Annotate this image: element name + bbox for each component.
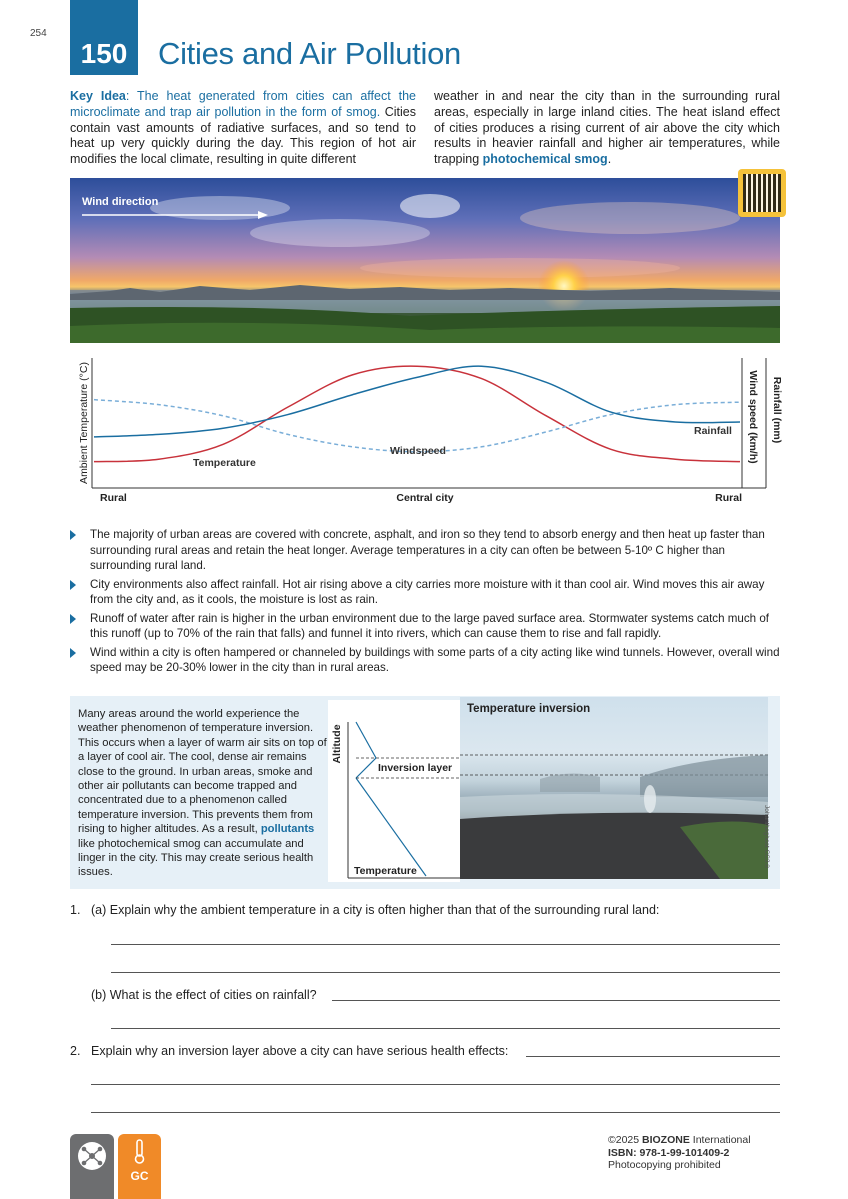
page-title: Cities and Air Pollution xyxy=(158,36,461,71)
inversion-photo-title: Temperature inversion xyxy=(467,703,591,715)
intro-right xyxy=(434,89,780,168)
bullet-triangle-icon xyxy=(70,614,76,624)
answer-line-1b-1[interactable] xyxy=(332,1000,780,1001)
question-1-number: 1. xyxy=(70,903,81,917)
bullet-triangle-icon xyxy=(70,648,76,658)
page-number: 254 xyxy=(30,28,47,39)
intro-left xyxy=(70,89,416,168)
intro-paragraph-left: Cities contain vast amounts of radiative surfaces, and so tend to heat up very quickly during the day. This region of hot air modifies the local climate, resulting in quite different xyxy=(70,104,416,167)
intro-period: . xyxy=(607,152,612,167)
bullet-item xyxy=(70,527,780,574)
key-idea-text: : The heat generated from cities can affect the microclimate and trap air pollution in the form of smog. xyxy=(70,89,416,119)
chart-svg xyxy=(70,350,783,510)
wind-direction-label: Wind direction xyxy=(82,196,159,208)
inversion-text-a: Many areas around the world experience the weather phenomenon of temperature inversion. This occurs when a layer of warm air sits on top of a layer of cool air. The cool, dense air remains close to the ground. In urban areas, smoke and other air pollutants can become trapped and concentrated due to a phenomenon called temperature inversion. This prevents them from rising to higher altitudes. As a result, xyxy=(78,708,327,836)
inversion-diagram xyxy=(328,700,460,882)
qr-code-icon[interactable] xyxy=(738,169,786,217)
gc-label: GC xyxy=(130,1169,149,1183)
series-label-rainfall: Rainfall xyxy=(694,425,732,437)
bullet-list xyxy=(70,527,780,679)
answer-line-1a-1[interactable] xyxy=(111,944,780,945)
copyright-suffix: International xyxy=(689,1134,751,1146)
question-2-number: 2. xyxy=(70,1044,81,1058)
heat-island-chart xyxy=(70,350,783,510)
series-label-windspeed: Windspeed xyxy=(390,445,446,457)
inversion-description xyxy=(78,707,328,880)
answer-line-2-2[interactable] xyxy=(91,1084,780,1085)
bullet-text: Runoff of water after rain is higher in the urban environment due to the large paved surface area. Stormwater systems catch much of this runoff (up to 70% of the rain that falls) and funnel it into rivers, which can cause them to rise and fall rapidly. xyxy=(90,611,770,640)
question-1a-text: (a) Explain why the ambient temperature in a city is often higher than that of the surrounding rural land: xyxy=(91,903,660,917)
y-axis-label-temperature: Ambient Temperature (°C) xyxy=(78,362,90,484)
network-icon-tab xyxy=(70,1134,114,1199)
wind-direction-arrow-icon xyxy=(82,210,268,220)
bullet-item xyxy=(70,577,780,608)
intro-paragraph-right: weather in and near the city than in the surrounding rural areas, especially in large inland cities. The heat island effect of cities produces a rising current of air above the city which results in heavier rainfall and higher air temperatures, while trapping xyxy=(434,89,780,167)
isbn: ISBN: 978-1-99-101409-2 xyxy=(608,1146,730,1159)
term-pollutants: pollutants xyxy=(260,823,315,836)
bullet-triangle-icon xyxy=(70,580,76,590)
diagram-altitude-label: Altitude xyxy=(331,724,343,764)
y-axis-label-wind-speed: Wind speed (km/h) xyxy=(747,370,759,464)
inversion-photo-illustration xyxy=(460,697,768,879)
network-icon xyxy=(70,1134,114,1178)
series-label-temperature: Temperature xyxy=(193,457,256,469)
bullet-text: Wind within a city is often hampered or channeled by buildings with some parts of a city acting like wind tunnels. However, overall wind speed may be 20-30% lower in the city than in rural areas. xyxy=(90,645,780,674)
y-axis-label-rainfall: Rainfall (mm) xyxy=(771,376,783,444)
gc-thermometer-tab xyxy=(118,1134,161,1199)
answer-line-2-3[interactable] xyxy=(91,1112,780,1113)
city-panorama-photo xyxy=(70,178,780,343)
bullet-text: City environments also affect rainfall. Hot air rising above a city carries more moisture with it than cool air. Wind moves this air away from the city and, as it cools, the moisture is lost as rain. xyxy=(90,577,765,606)
answer-line-1a-2[interactable] xyxy=(111,972,780,973)
x-label-central-city: Central city xyxy=(396,492,454,504)
series-line-windspeed xyxy=(94,400,740,452)
question-2-text: Explain why an inversion layer above a city can have serious health effects: xyxy=(91,1044,509,1058)
diagram-inversion-layer-label: Inversion layer xyxy=(378,762,453,774)
footer-info xyxy=(608,1134,780,1172)
activity-number-badge: 150 xyxy=(70,0,138,75)
inversion-photo xyxy=(460,697,768,879)
copyright-brand: BIOZONE xyxy=(642,1134,690,1146)
copyright-prefix: ©2025 xyxy=(608,1134,643,1146)
bullet-triangle-icon xyxy=(70,530,76,540)
panorama-illustration xyxy=(70,178,780,343)
bullet-text: The majority of urban areas are covered with concrete, asphalt, and iron so they tend to absorb energy and then heat up faster than surrounding rural areas and retain the heat longer. Average temperatures in a city can often be between 5-10º C higher than surrounding rural land. xyxy=(90,528,765,572)
copyright-line xyxy=(608,1134,780,1147)
answer-line-1b-2[interactable] xyxy=(111,1028,780,1029)
photo-credit: Johantheghost CC3.0 xyxy=(763,805,770,868)
answer-line-2-1[interactable] xyxy=(526,1056,780,1057)
bullet-item xyxy=(70,611,780,642)
bullet-item xyxy=(70,645,780,676)
question-1b-text: (b) What is the effect of cities on rainfall? xyxy=(91,988,317,1002)
x-label-rural-right: Rural xyxy=(715,492,742,504)
thermometer-icon xyxy=(118,1134,161,1166)
key-idea-label: Key Idea xyxy=(70,89,126,103)
term-photochemical-smog: photochemical smog xyxy=(482,152,608,167)
photocopy-notice: Photocopying prohibited xyxy=(608,1159,721,1171)
diagram-temperature-label: Temperature xyxy=(354,865,417,877)
series-line-rainfall xyxy=(94,366,740,437)
x-label-rural-left: Rural xyxy=(100,492,127,504)
inversion-text-b: like photochemical smog can accumulate and linger in the city. This may create serious health issues. xyxy=(78,837,314,879)
